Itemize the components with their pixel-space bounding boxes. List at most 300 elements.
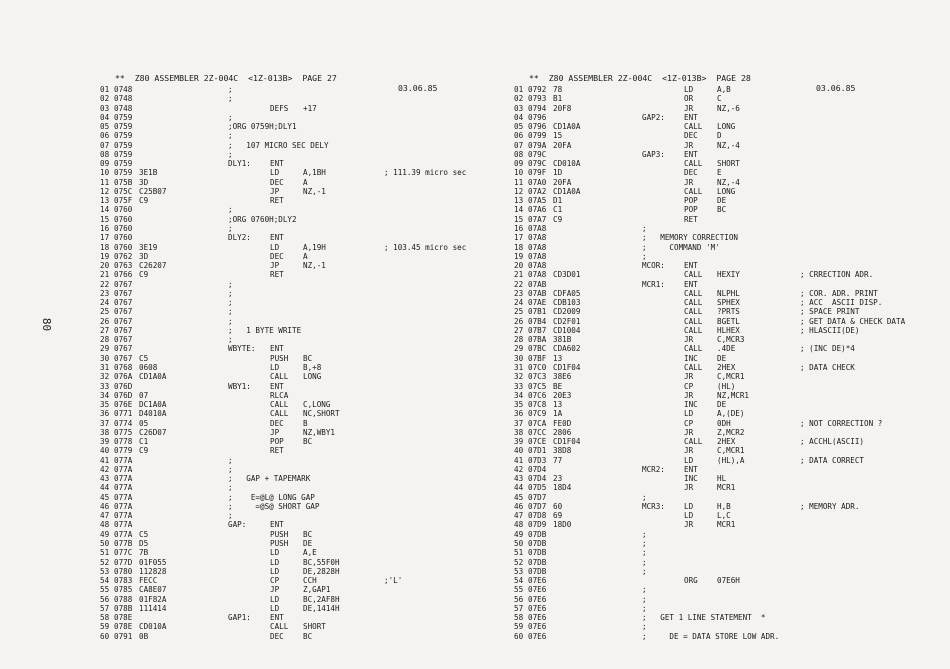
- line-number: 44: [100, 483, 110, 493]
- mnemonic: CP: [684, 381, 694, 391]
- line-number: 23: [100, 288, 110, 298]
- mnemonic: CALL: [684, 122, 703, 132]
- mnemonic: JP: [270, 585, 280, 595]
- source-comment: ;: [228, 94, 233, 104]
- address: 07C5: [528, 381, 547, 391]
- line-number: 33: [100, 381, 110, 391]
- address: 076E: [114, 400, 133, 410]
- address: 07E6: [528, 631, 547, 641]
- object-code: CDFA05: [553, 288, 581, 298]
- source-comment: ; GAP + TAPEMARK: [228, 474, 311, 484]
- source-comment: ;: [642, 557, 647, 567]
- object-code: FE0D: [553, 418, 572, 428]
- operand: LONG: [717, 122, 736, 132]
- source-comment: ; 1 BYTE WRITE: [228, 325, 302, 335]
- object-code: C9: [139, 446, 149, 456]
- code-line: [514, 270, 944, 279]
- label: DLY2:: [228, 233, 251, 243]
- address: 0767: [114, 307, 133, 317]
- operand: Z,MCR2: [717, 427, 745, 437]
- address: 07C0: [528, 362, 547, 372]
- line-number: 18: [514, 242, 524, 252]
- address: 07D9: [528, 520, 547, 530]
- code-line: [100, 539, 520, 548]
- label: MCOR:: [642, 261, 665, 271]
- source-comment: ;: [228, 85, 233, 94]
- code-line: [514, 113, 944, 122]
- line-number: 11: [100, 177, 110, 187]
- operand: NZ,-4: [717, 177, 740, 187]
- operand: BC: [303, 529, 313, 539]
- line-number: 12: [514, 186, 524, 196]
- source-comment: ;: [228, 131, 233, 141]
- code-line: [100, 613, 520, 622]
- mnemonic: DEC: [270, 631, 284, 641]
- code-line: [514, 178, 944, 187]
- operand: (HL),A: [717, 455, 745, 465]
- code-line: [514, 354, 944, 363]
- line-number: 07: [514, 140, 524, 150]
- code-line: [100, 131, 520, 140]
- address: 07BA: [528, 335, 547, 345]
- code-line: [100, 150, 520, 159]
- object-code: CD3D01: [553, 270, 581, 280]
- address: 0796: [528, 122, 547, 132]
- mnemonic: CALL: [684, 186, 703, 196]
- code-line: [100, 335, 520, 344]
- line-number: 24: [514, 298, 524, 308]
- operand: HL: [717, 474, 727, 484]
- object-code: CD1004: [553, 325, 581, 335]
- operand: NZ,-4: [717, 140, 740, 150]
- line-number: 42: [100, 464, 110, 474]
- line-number: 16: [514, 223, 524, 233]
- operand: BC,2AF8H: [303, 594, 340, 604]
- address: 077D: [114, 557, 133, 567]
- object-code: CD1A0A: [553, 122, 581, 132]
- comment: ; SPACE PRINT: [800, 307, 860, 317]
- code-line: [514, 187, 944, 196]
- address: 0760: [114, 233, 133, 243]
- object-code: 01F82A: [139, 594, 167, 604]
- address: 07E6: [528, 613, 547, 623]
- operand: A,B: [717, 85, 731, 94]
- operand: H,B: [717, 501, 731, 511]
- source-comment: ;: [228, 464, 233, 474]
- line-number: 08: [514, 149, 524, 159]
- operand: HEXIY: [717, 270, 740, 280]
- address: 0785: [114, 585, 133, 595]
- mnemonic: LD: [684, 409, 694, 419]
- line-number: 54: [100, 576, 110, 586]
- line-number: 09: [100, 159, 110, 169]
- source-comment: ;: [228, 223, 233, 233]
- code-line: [100, 400, 520, 409]
- line-number: 38: [514, 427, 524, 437]
- object-code: CDA602: [553, 344, 581, 354]
- code-line: [100, 243, 520, 252]
- address: 07D7: [528, 492, 547, 502]
- mnemonic: JP: [270, 427, 280, 437]
- label: WBYTE:: [228, 344, 256, 354]
- object-code: CDB103: [553, 298, 581, 308]
- mnemonic: PUSH: [270, 539, 289, 549]
- line-number: 27: [100, 325, 110, 335]
- address: 07A8: [528, 223, 547, 233]
- code-line: [514, 104, 944, 113]
- address: 07A5: [528, 196, 547, 206]
- source-comment: ;: [642, 603, 647, 613]
- source-comment: ;: [642, 529, 647, 539]
- object-code: FECC: [139, 576, 158, 586]
- source-comment: ; MEMORY CORRECTION: [642, 233, 739, 243]
- page-number: 80: [40, 317, 54, 332]
- line-number: 17: [514, 233, 524, 243]
- code-line: [100, 520, 520, 529]
- object-code: 7B: [139, 548, 149, 558]
- address: 077A: [114, 529, 133, 539]
- object-code: 112828: [139, 566, 167, 576]
- mnemonic: JR: [684, 520, 694, 530]
- address: 075F: [114, 196, 133, 206]
- code-line: [100, 437, 520, 446]
- line-number: 44: [514, 483, 524, 493]
- code-line: [514, 474, 944, 483]
- address: 075C: [114, 186, 133, 196]
- code-line: [100, 483, 520, 492]
- mnemonic: LD: [270, 548, 280, 558]
- address: 07DB: [528, 557, 547, 567]
- comment: ; ACCHL(ASCII): [800, 437, 865, 447]
- line-number: 47: [100, 511, 110, 521]
- object-code: 18D4: [553, 483, 572, 493]
- mnemonic: CALL: [684, 159, 703, 169]
- mnemonic: ENT: [270, 233, 284, 243]
- address: 07A2: [528, 186, 547, 196]
- operand: D: [717, 131, 722, 141]
- code-line: [514, 372, 944, 381]
- operand: SPHEX: [717, 298, 740, 308]
- code-line: [100, 85, 520, 94]
- address: 0759: [114, 112, 133, 122]
- operand: BC: [717, 205, 727, 215]
- address: 07E6: [528, 594, 547, 604]
- address: 077A: [114, 511, 133, 521]
- address: 07D5: [528, 483, 547, 493]
- address: 07C9: [528, 409, 547, 419]
- address: 07B1: [528, 307, 547, 317]
- mnemonic: DEC: [270, 251, 284, 261]
- code-line: [100, 178, 520, 187]
- address: 0760: [114, 205, 133, 215]
- address: 076A: [114, 372, 133, 382]
- operand: (HL): [717, 381, 736, 391]
- address: 0767: [114, 353, 133, 363]
- object-code: 38D8: [553, 446, 572, 456]
- mnemonic: LD: [684, 501, 694, 511]
- line-number: 45: [100, 492, 110, 502]
- source-comment: ;: [228, 149, 233, 159]
- object-code: CD010A: [553, 159, 581, 169]
- code-line: [514, 122, 944, 131]
- address: 0767: [114, 288, 133, 298]
- code-line: [514, 613, 944, 622]
- code-line: [514, 94, 944, 103]
- address: 07C3: [528, 372, 547, 382]
- address: 077A: [114, 474, 133, 484]
- line-number: 32: [514, 372, 524, 382]
- mnemonic: JR: [684, 427, 694, 437]
- code-line: [514, 539, 944, 548]
- operand: A: [303, 177, 308, 187]
- code-line: [100, 187, 520, 196]
- address: 078E: [114, 613, 133, 623]
- object-code: D4010A: [139, 409, 167, 419]
- line-number: 53: [100, 566, 110, 576]
- operand: B: [303, 418, 308, 428]
- line-number: 04: [514, 112, 524, 122]
- line-number: 53: [514, 566, 524, 576]
- address: 0759: [114, 168, 133, 178]
- line-number: 36: [100, 409, 110, 419]
- address: 077A: [114, 492, 133, 502]
- mnemonic: CALL: [684, 325, 703, 335]
- address: 077A: [114, 483, 133, 493]
- source-comment: ;: [228, 298, 233, 308]
- object-code: 13: [553, 400, 563, 410]
- code-line: [514, 632, 944, 641]
- line-number: 26: [514, 316, 524, 326]
- comment: ; CRRECTION ADR.: [800, 270, 874, 280]
- code-line: [100, 391, 520, 400]
- code-line: [514, 437, 944, 446]
- address: 07CA: [528, 418, 547, 428]
- address: 0748: [114, 103, 133, 113]
- source-comment: ;: [642, 492, 647, 502]
- address: 07E6: [528, 585, 547, 595]
- source-comment: ;: [642, 539, 647, 549]
- address: 0771: [114, 409, 133, 419]
- mnemonic: JR: [684, 335, 694, 345]
- line-number: 24: [100, 298, 110, 308]
- code-line: [100, 493, 520, 502]
- mnemonic: LD: [270, 557, 280, 567]
- code-line: [514, 400, 944, 409]
- address: 07D4: [528, 474, 547, 484]
- address: 07DB: [528, 548, 547, 558]
- line-number: 60: [100, 631, 110, 641]
- code-line: [514, 243, 944, 252]
- line-number: 41: [514, 455, 524, 465]
- source-comment: ;: [228, 112, 233, 122]
- operand: NC,SHORT: [303, 409, 340, 419]
- line-number: 55: [514, 585, 524, 595]
- address: 0799: [528, 131, 547, 141]
- mnemonic: ENT: [270, 381, 284, 391]
- code-line: [514, 298, 944, 307]
- code-line: [100, 224, 520, 233]
- operand: BC,55F0H: [303, 557, 340, 567]
- object-code: 381B: [553, 335, 572, 345]
- object-code: 111414: [139, 603, 167, 613]
- line-number: 15: [100, 214, 110, 224]
- line-number: 45: [514, 492, 524, 502]
- address: 0794: [528, 103, 547, 113]
- source-comment: ;: [228, 483, 233, 493]
- address: 0775: [114, 427, 133, 437]
- mnemonic: RET: [270, 196, 284, 206]
- address: 076D: [114, 381, 133, 391]
- mnemonic: DEC: [270, 418, 284, 428]
- source-comment: ;: [228, 455, 233, 465]
- source-comment: ; 107 MICRO SEC DELY: [228, 140, 329, 150]
- source-comment: ;: [642, 223, 647, 233]
- object-code: B1: [553, 94, 563, 104]
- line-number: 19: [514, 251, 524, 261]
- object-code: 78: [553, 85, 563, 94]
- address: 0780: [114, 566, 133, 576]
- mnemonic: POP: [684, 196, 698, 206]
- operand: BC: [303, 353, 313, 363]
- mnemonic: DEFS: [270, 103, 289, 113]
- code-line: [100, 632, 520, 641]
- code-line: [100, 548, 520, 557]
- line-number: 39: [100, 437, 110, 447]
- code-line: [514, 85, 944, 94]
- object-code: 20F8: [553, 103, 572, 113]
- mnemonic: CALL: [684, 298, 703, 308]
- line-number: 42: [514, 464, 524, 474]
- code-line: [514, 326, 944, 335]
- line-number: 34: [514, 390, 524, 400]
- address: 079C: [528, 149, 547, 159]
- mnemonic: ENT: [684, 149, 698, 159]
- operand: 2HEX: [717, 362, 736, 372]
- code-line: [514, 622, 944, 631]
- object-code: C1: [139, 437, 149, 447]
- operand: A,(DE): [717, 409, 745, 419]
- source-comment: ;: [642, 548, 647, 558]
- object-code: 3D: [139, 177, 149, 187]
- object-code: 60: [553, 501, 563, 511]
- code-line: [514, 196, 944, 205]
- mnemonic: ENT: [684, 112, 698, 122]
- line-number: 05: [514, 122, 524, 132]
- mnemonic: JR: [684, 140, 694, 150]
- code-line: [514, 141, 944, 150]
- line-number: 26: [100, 316, 110, 326]
- operand: L,C: [717, 511, 731, 521]
- line-number: 58: [100, 613, 110, 623]
- operand: ?PRTS: [717, 307, 740, 317]
- code-line: [514, 317, 944, 326]
- code-line: [514, 465, 944, 474]
- address: 0767: [114, 316, 133, 326]
- code-line: [514, 307, 944, 316]
- line-number: 52: [514, 557, 524, 567]
- mnemonic: POP: [684, 205, 698, 215]
- label: MCR1:: [642, 279, 665, 289]
- mnemonic: RET: [270, 270, 284, 280]
- comment: ;'L': [384, 576, 403, 586]
- line-number: 32: [100, 372, 110, 382]
- address: 079F: [528, 168, 547, 178]
- mnemonic: RET: [684, 214, 698, 224]
- line-number: 31: [100, 362, 110, 372]
- mnemonic: PUSH: [270, 353, 289, 363]
- object-code: DC1A0A: [139, 400, 167, 410]
- mnemonic: RLCA: [270, 390, 289, 400]
- operand: LONG: [717, 186, 736, 196]
- source-comment: ; DE = DATA STORE LOW ADR.: [642, 631, 780, 641]
- address: 07A7: [528, 214, 547, 224]
- address: 07A0: [528, 177, 547, 187]
- source-comment: ;: [228, 279, 233, 289]
- line-number: 37: [514, 418, 524, 428]
- code-line: [514, 520, 944, 529]
- line-number: 10: [514, 168, 524, 178]
- address: 075B: [114, 177, 133, 187]
- source-comment: ;: [642, 594, 647, 604]
- operand: C,MCR3: [717, 335, 745, 345]
- line-number: 14: [514, 205, 524, 215]
- address: 078B: [114, 603, 133, 613]
- address: 07D7: [528, 501, 547, 511]
- object-code: 3E19: [139, 242, 158, 252]
- line-number: 09: [514, 159, 524, 169]
- mnemonic: ENT: [270, 520, 284, 530]
- mnemonic: DEC: [270, 177, 284, 187]
- operand: A,1BH: [303, 168, 326, 178]
- object-code: 20FA: [553, 177, 572, 187]
- object-code: C1: [553, 205, 563, 215]
- code-line: [100, 530, 520, 539]
- source-comment: ; E=@L@ LONG GAP: [228, 492, 315, 502]
- comment: ; MEMORY ADR.: [800, 501, 860, 511]
- line-number: 02: [514, 94, 524, 104]
- object-code: 20FA: [553, 140, 572, 150]
- code-line: [514, 502, 944, 511]
- mnemonic: LD: [270, 362, 280, 372]
- address: 07BC: [528, 344, 547, 354]
- line-number: 59: [100, 622, 110, 632]
- address: 076D: [114, 390, 133, 400]
- address: 0778: [114, 437, 133, 447]
- line-number: 08: [100, 149, 110, 159]
- code-line: [100, 252, 520, 261]
- operand: LONG: [303, 372, 322, 382]
- address: 079C: [528, 159, 547, 169]
- operand: NLPHL: [717, 288, 740, 298]
- line-number: 54: [514, 576, 524, 586]
- mnemonic: PUSH: [270, 529, 289, 539]
- line-number: 28: [100, 335, 110, 345]
- object-code: C5: [139, 353, 149, 363]
- code-line: [514, 493, 944, 502]
- code-line: [514, 215, 944, 224]
- mnemonic: JP: [270, 186, 280, 196]
- object-code: C9: [139, 270, 149, 280]
- source-comment: ;: [228, 288, 233, 298]
- line-number: 01: [100, 85, 110, 94]
- operand: C,MCR1: [717, 372, 745, 382]
- mnemonic: DEC: [684, 131, 698, 141]
- code-line: [514, 168, 944, 177]
- code-line: [100, 456, 520, 465]
- address: 07B4: [528, 316, 547, 326]
- mnemonic: CALL: [270, 400, 289, 410]
- code-line: [100, 382, 520, 391]
